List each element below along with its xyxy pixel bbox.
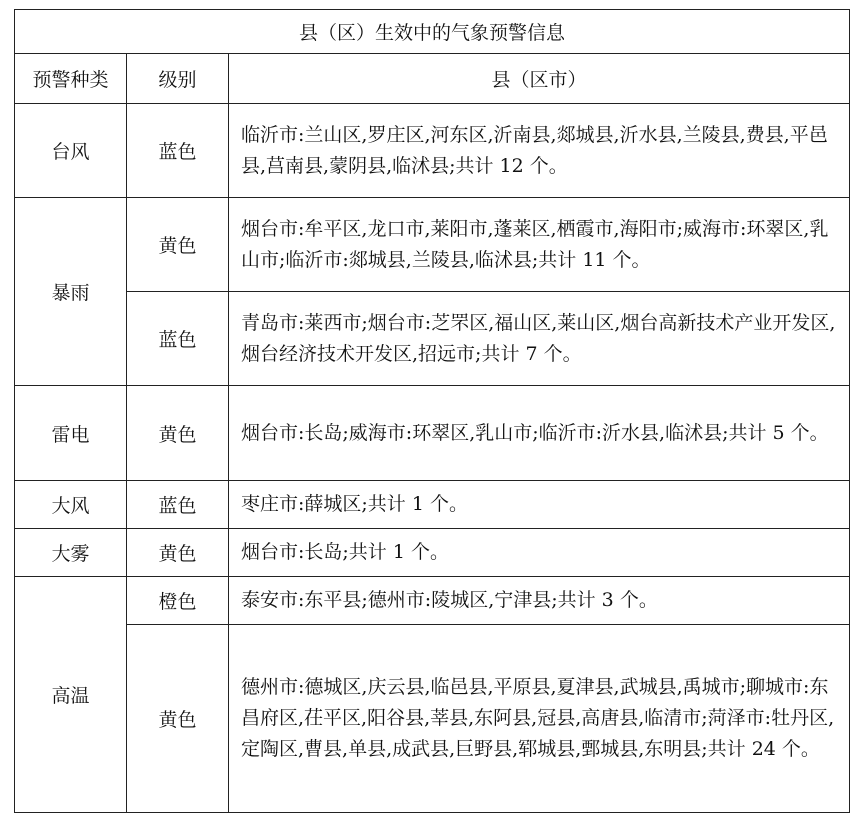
area-cell: 德州市:德城区,庆云县,临邑县,平原县,夏津县,武城县,禹城市;聊城市:东昌府区,茌平区,阳谷县,莘县,东阿县,冠县,高唐县,临清市;菏泽市:牡丹区,定陶区,曹县,单县,成武县,巨野县,郓城县,鄄城县,东明县;共计 24 个。 <box>229 625 850 813</box>
level-cell: 蓝色 <box>127 481 229 529</box>
level-cell: 黄色 <box>127 625 229 813</box>
area-cell: 烟台市:长岛;威海市:环翠区,乳山市;临沂市:沂水县,临沭县;共计 5 个。 <box>229 386 850 481</box>
warning-type-cell: 雷电 <box>15 386 127 481</box>
level-cell: 蓝色 <box>127 104 229 198</box>
area-cell: 枣庄市:薛城区;共计 1 个。 <box>229 481 850 529</box>
area-cell: 泰安市:东平县;德州市:陵城区,宁津县;共计 3 个。 <box>229 577 850 625</box>
header-level: 级别 <box>127 54 229 104</box>
level-cell: 黄色 <box>127 529 229 577</box>
header-area: 县（区市） <box>229 54 850 104</box>
warning-type-cell: 大风 <box>15 481 127 529</box>
weather-warning-table <box>14 9 850 813</box>
header-warning-type: 预警种类 <box>15 54 127 104</box>
table-row <box>15 625 850 813</box>
table-row <box>15 529 850 577</box>
table-title: 县（区）生效中的气象预警信息 <box>15 10 850 54</box>
table-row <box>15 481 850 529</box>
area-cell: 临沂市:兰山区,罗庄区,河东区,沂南县,郯城县,沂水县,兰陵县,费县,平邑县,莒南县,蒙阴县,临沭县;共计 12 个。 <box>229 104 850 198</box>
warning-type-cell: 台风 <box>15 104 127 198</box>
table-row <box>15 577 850 625</box>
table-row <box>15 292 850 386</box>
level-cell: 黄色 <box>127 386 229 481</box>
area-cell: 烟台市:牟平区,龙口市,莱阳市,蓬莱区,栖霞市,海阳市;威海市:环翠区,乳山市;临沂市:郯城县,兰陵县,临沭县;共计 11 个。 <box>229 198 850 292</box>
level-cell: 蓝色 <box>127 292 229 386</box>
area-cell: 青岛市:莱西市;烟台市:芝罘区,福山区,莱山区,烟台高新技术产业开发区,烟台经济技术开发区,招远市;共计 7 个。 <box>229 292 850 386</box>
warning-type-cell: 大雾 <box>15 529 127 577</box>
title-row <box>15 10 850 54</box>
level-cell: 橙色 <box>127 577 229 625</box>
warning-type-cell: 高温 <box>15 577 127 813</box>
area-cell: 烟台市:长岛;共计 1 个。 <box>229 529 850 577</box>
table-row <box>15 104 850 198</box>
table-row <box>15 386 850 481</box>
table-row <box>15 198 850 292</box>
warning-type-cell: 暴雨 <box>15 198 127 386</box>
level-cell: 黄色 <box>127 198 229 292</box>
header-row <box>15 54 850 104</box>
